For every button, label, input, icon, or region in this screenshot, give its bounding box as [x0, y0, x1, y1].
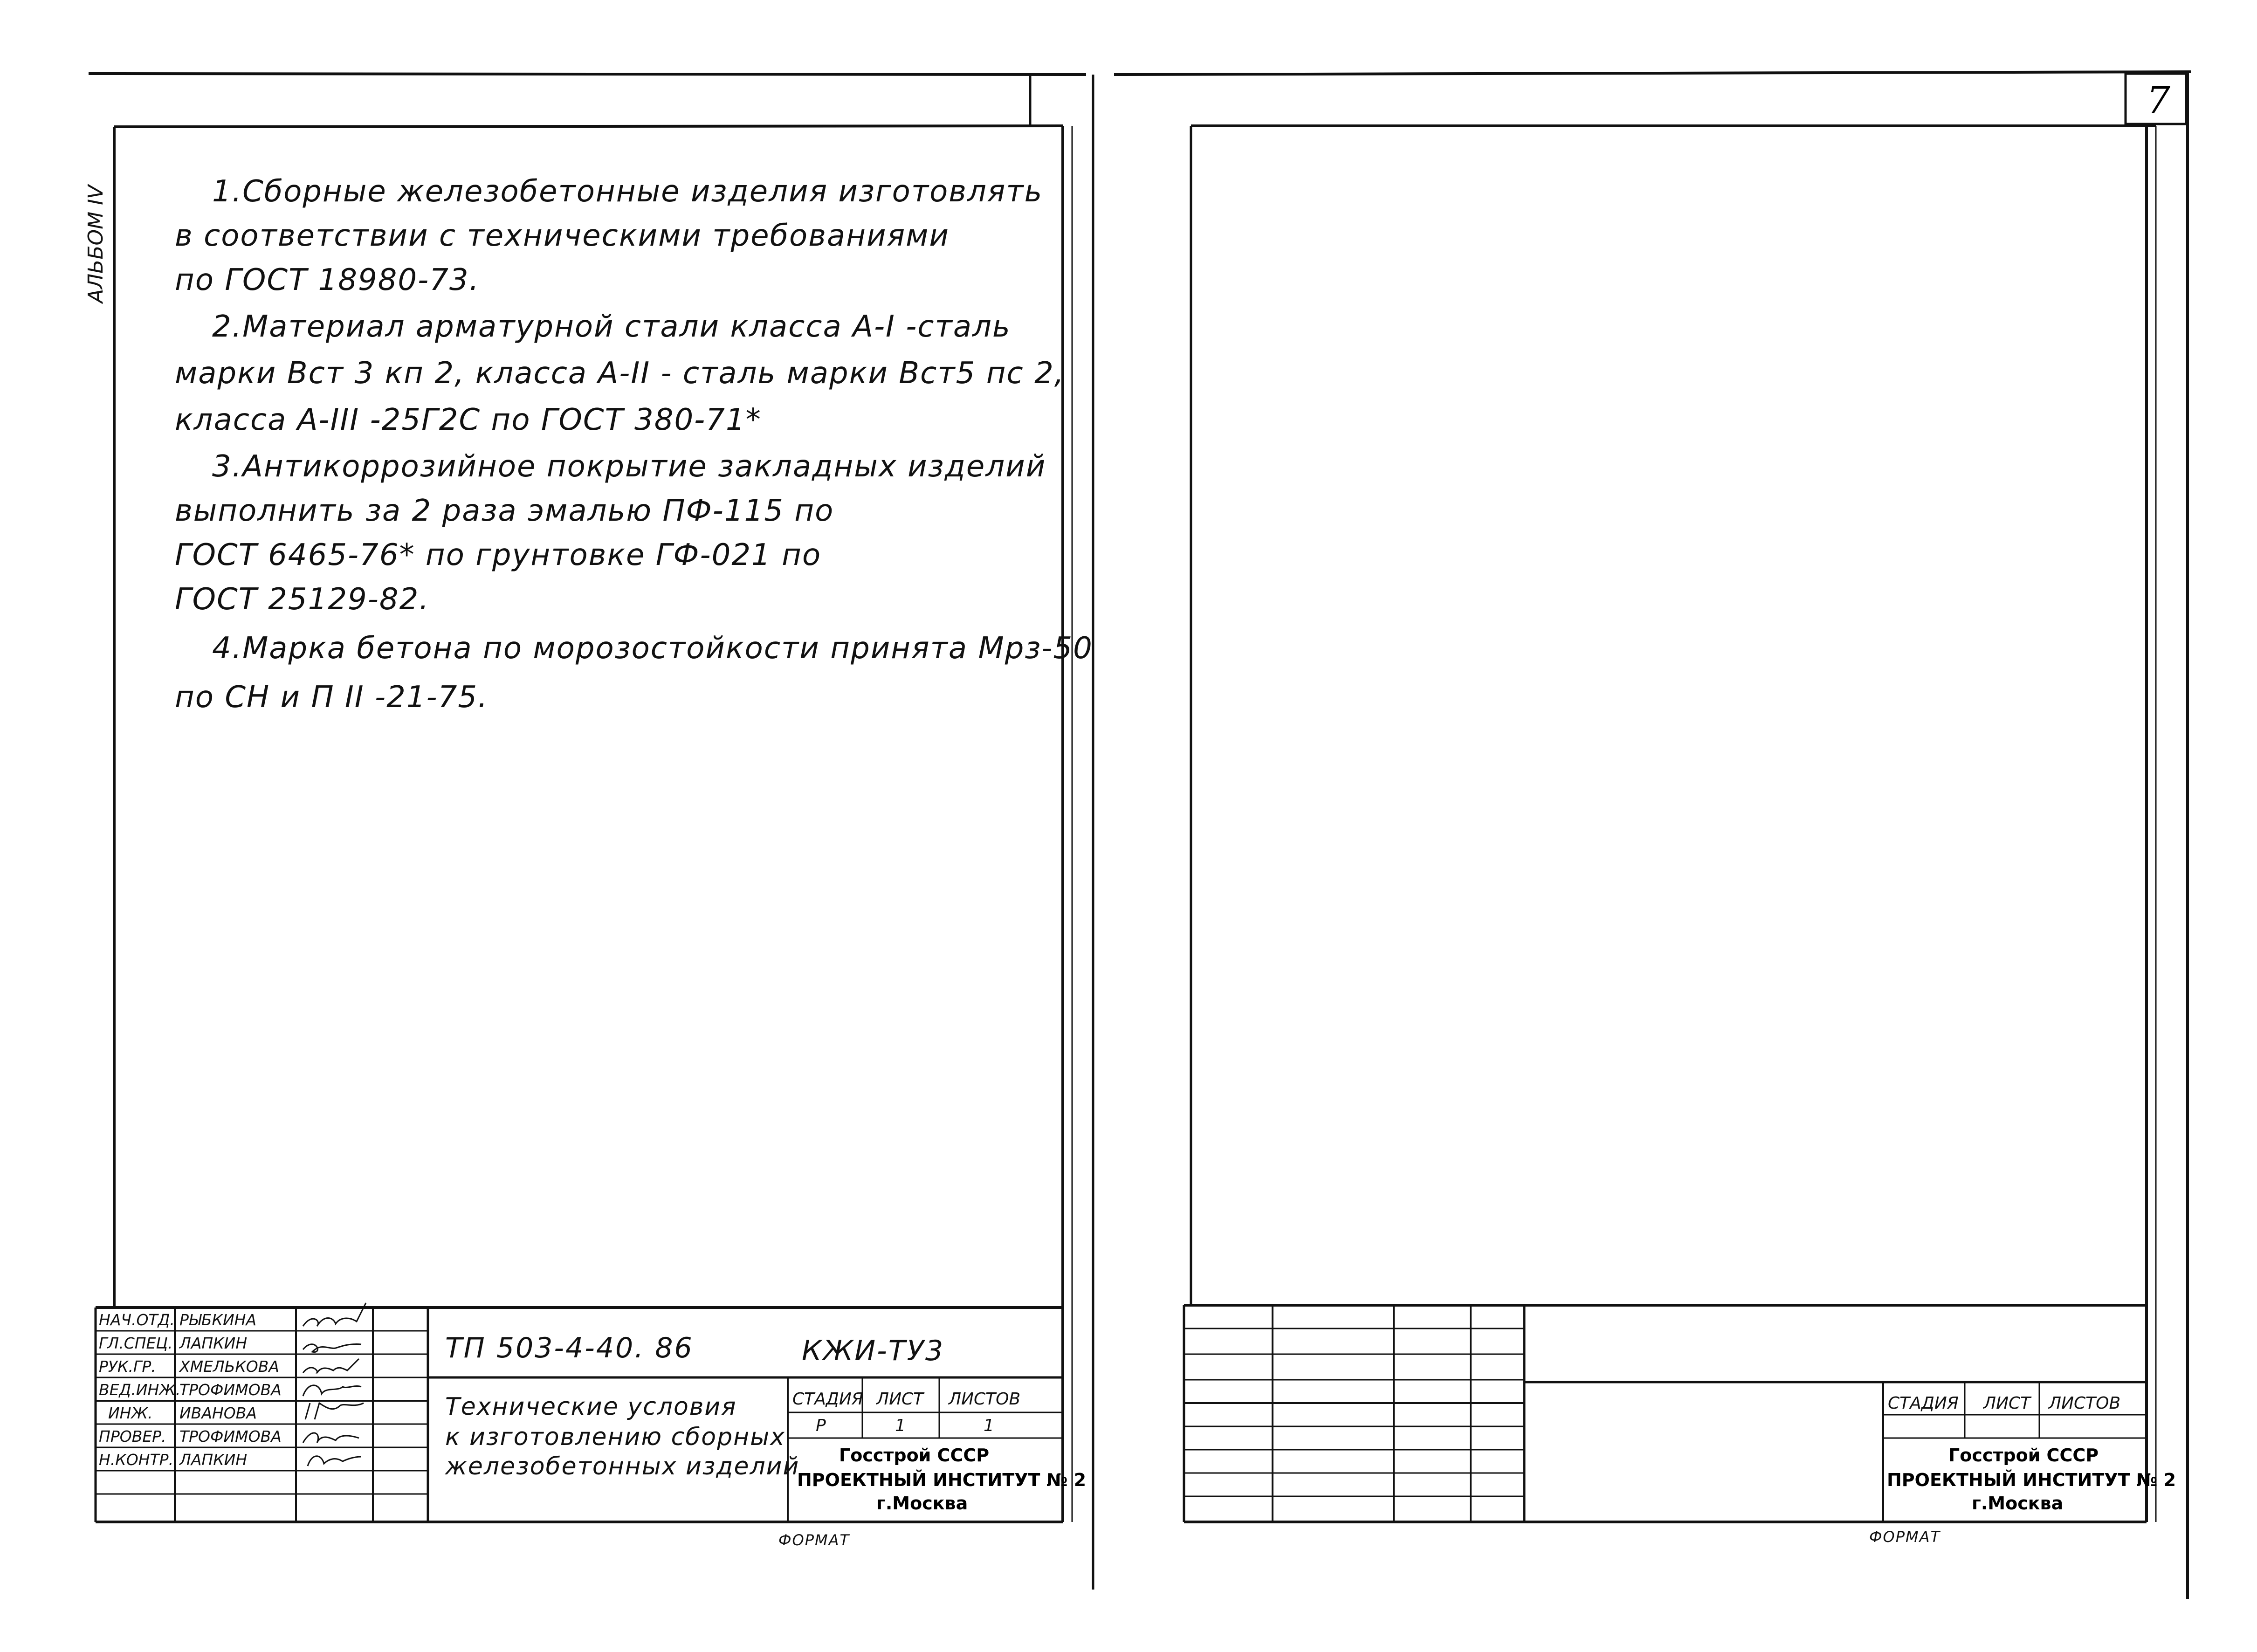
sheets-header: ЛИСТОВ	[949, 1390, 1021, 1409]
page-number-box	[2126, 74, 2186, 124]
stage-value: Р	[816, 1416, 826, 1435]
person-name: ИВАНОВА	[179, 1404, 257, 1422]
note-line: по ГОСТ 18980-73.	[175, 263, 480, 297]
person-name: ХМЕЛЬКОВА	[179, 1357, 280, 1376]
project-code: ТП 503-4-40. 86	[445, 1332, 694, 1364]
org-institute: ПРОЕКТНЫЙ ИНСТИТУТ № 2	[797, 1470, 1087, 1490]
note-line: 4.Марка бетона по морозостойкости принята Мрз-50	[212, 631, 1093, 666]
note-line: марки Вст 3 кп 2, класса A-II - сталь марки Вст5 пс 2,	[175, 356, 1065, 391]
album-label: АЛЬБОМ IV	[84, 185, 108, 303]
note-line: выполнить за 2 раза эмалью ПФ-115 по	[175, 494, 834, 528]
person-name: ЛАПКИН	[179, 1451, 248, 1469]
note-line: 2.Материал арматурной стали класса A-I -сталь	[212, 310, 1011, 344]
right-org-name: Госстрой СССР	[1948, 1445, 2099, 1466]
note-line: класса A-III -25Г2С по ГОСТ 380-71*	[175, 403, 762, 437]
note-line: 3.Антикоррозийное покрытие закладных изделий	[212, 449, 1046, 484]
role-label: РУК.ГР.	[99, 1357, 156, 1376]
right-sheet-header: ЛИСТ	[1983, 1394, 2031, 1413]
role-label: ПРОВЕР.	[99, 1427, 166, 1446]
top-border-lines	[89, 72, 2191, 1599]
person-name: ЛАПКИН	[179, 1334, 248, 1352]
note-line: ГОСТ 25129-82.	[175, 582, 430, 617]
sheet-code: КЖИ-ТУ3	[802, 1335, 945, 1367]
sheets-value: 1	[984, 1416, 994, 1435]
technical-notes	[175, 174, 1093, 715]
note-line: 1.Сборные железобетонные изделия изготовлять	[212, 174, 1043, 209]
role-label: ИНЖ.	[108, 1404, 153, 1422]
role-label: ГЛ.СПЕЦ.	[99, 1334, 173, 1352]
signature-table	[99, 1311, 282, 1469]
sheet-title-line: железобетонных изделий	[445, 1452, 800, 1480]
sheet-header: ЛИСТ	[876, 1390, 924, 1409]
right-stage-header: СТАДИЯ	[1888, 1394, 1959, 1413]
person-name: ТРОФИМОВА	[179, 1381, 282, 1399]
stage-header: СТАДИЯ	[792, 1390, 863, 1409]
org-name: Госстрой СССР	[839, 1445, 990, 1466]
right-org-institute: ПРОЕКТНЫЙ ИНСТИТУТ № 2	[1887, 1470, 2176, 1490]
person-name: РЫБКИНА	[179, 1311, 257, 1329]
right-sheet-frame	[1184, 126, 2156, 1522]
page-number: 7	[2147, 78, 2170, 122]
org-city: г.Москва	[876, 1493, 968, 1514]
role-label: ВЕД.ИНЖ.	[99, 1381, 181, 1399]
role-label: Н.КОНТР.	[99, 1451, 174, 1469]
format-label-right: ФОРМАТ	[1869, 1528, 1941, 1546]
right-sheets-header: ЛИСТОВ	[2049, 1394, 2121, 1413]
sheet-value: 1	[895, 1416, 906, 1435]
person-name: ТРОФИМОВА	[179, 1427, 282, 1446]
format-label-left: ФОРМАТ	[778, 1531, 850, 1549]
sheet-title-line: к изготовлению сборных	[445, 1423, 785, 1451]
sheet-title-line: Технические условия	[445, 1393, 737, 1421]
note-line: по СН и П II -21-75.	[175, 680, 489, 715]
role-label: НАЧ.ОТД.	[99, 1311, 175, 1329]
note-line: в соответствии с техническими требованиями	[175, 219, 950, 253]
note-line: ГОСТ 6465-76* по грунтовке ГФ-021 по	[175, 538, 822, 572]
signature-scribbles	[303, 1303, 366, 1466]
right-org-city: г.Москва	[1972, 1493, 2064, 1514]
